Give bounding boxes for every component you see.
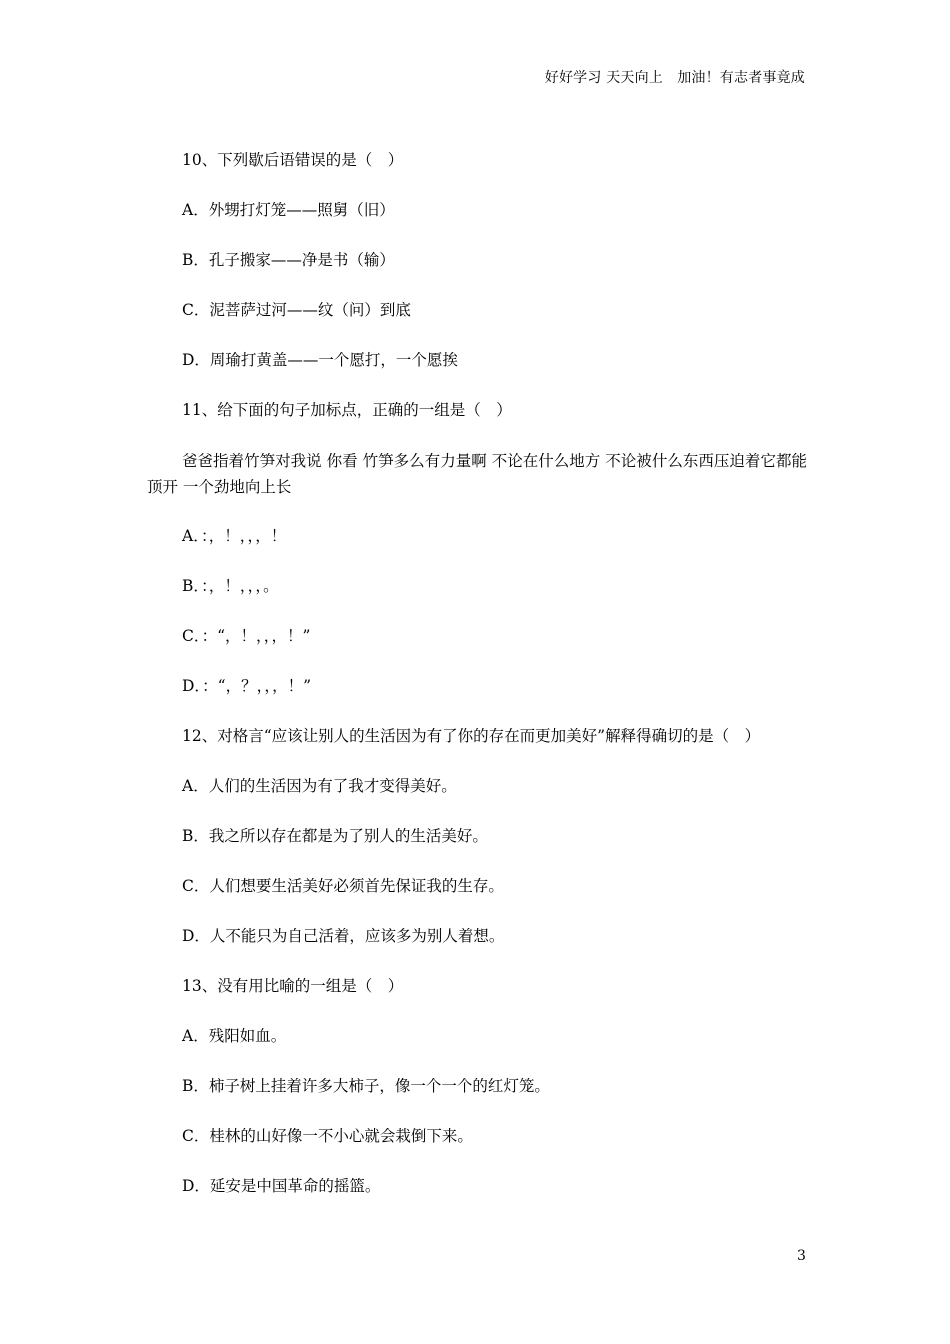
question-11-option-b: B．：，！，，，。	[182, 577, 279, 595]
question-13-option-b: B．柿子树上挂着许多大柿子，像一个一个的红灯笼。	[182, 1077, 550, 1095]
question-10-option-a: A．外甥打灯笼——照舅（旧）	[182, 201, 395, 219]
question-13-option-d: D．延安是中国革命的摇篮。	[182, 1177, 381, 1195]
page-header-motto: 好好学习 天天向上 加油！有志者事竟成	[544, 70, 805, 86]
question-10-option-c: C．泥菩萨过河——纹（问）到底	[182, 301, 411, 319]
question-12-option-d: D．人不能只为自己活着，应该多为别人着想。	[182, 927, 505, 945]
question-10-option-d: D．周瑜打黄盖——一个愿打，一个愿挨	[182, 351, 458, 369]
question-10-stem: 10、下列歇后语错误的是（ ）	[182, 151, 404, 169]
question-11-option-d: D．：“，？，，，！”	[182, 677, 312, 695]
question-11-stem: 11、给下面的句子加标点，正确的一组是（ ）	[182, 401, 512, 419]
question-list	[147, 148, 807, 1224]
question-12-option-a: A．人们的生活因为有了我才变得美好。	[182, 777, 457, 795]
question-13-option-c: C．桂林的山好像一不小心就会栽倒下来。	[182, 1127, 473, 1145]
question-13-stem: 13、没有用比喻的一组是（ ）	[182, 977, 404, 995]
question-13-option-a: A．残阳如血。	[182, 1027, 287, 1045]
question-11-option-c: C．：“，！，，，！”	[182, 627, 311, 645]
question-10-option-b: B．孔子搬家——净是书（输）	[182, 251, 395, 269]
question-11-passage: 爸爸指着竹笋对我说 你看 竹笋多么有力量啊 不论在什么地方 不论被什么东西压迫着它都能顶开 一个劲地向上长	[147, 452, 807, 496]
question-12-stem: 12、对格言“应该让别人的生活因为有了你的存在而更加美好”解释得确切的是（ ）	[182, 727, 761, 745]
page-number: 3	[797, 1248, 806, 1264]
question-12-option-c: C．人们想要生活美好必须首先保证我的生存。	[182, 877, 504, 895]
question-12-option-b: B．我之所以存在都是为了别人的生活美好。	[182, 827, 488, 845]
question-11-option-a: A．：，！，，，！	[182, 527, 287, 545]
